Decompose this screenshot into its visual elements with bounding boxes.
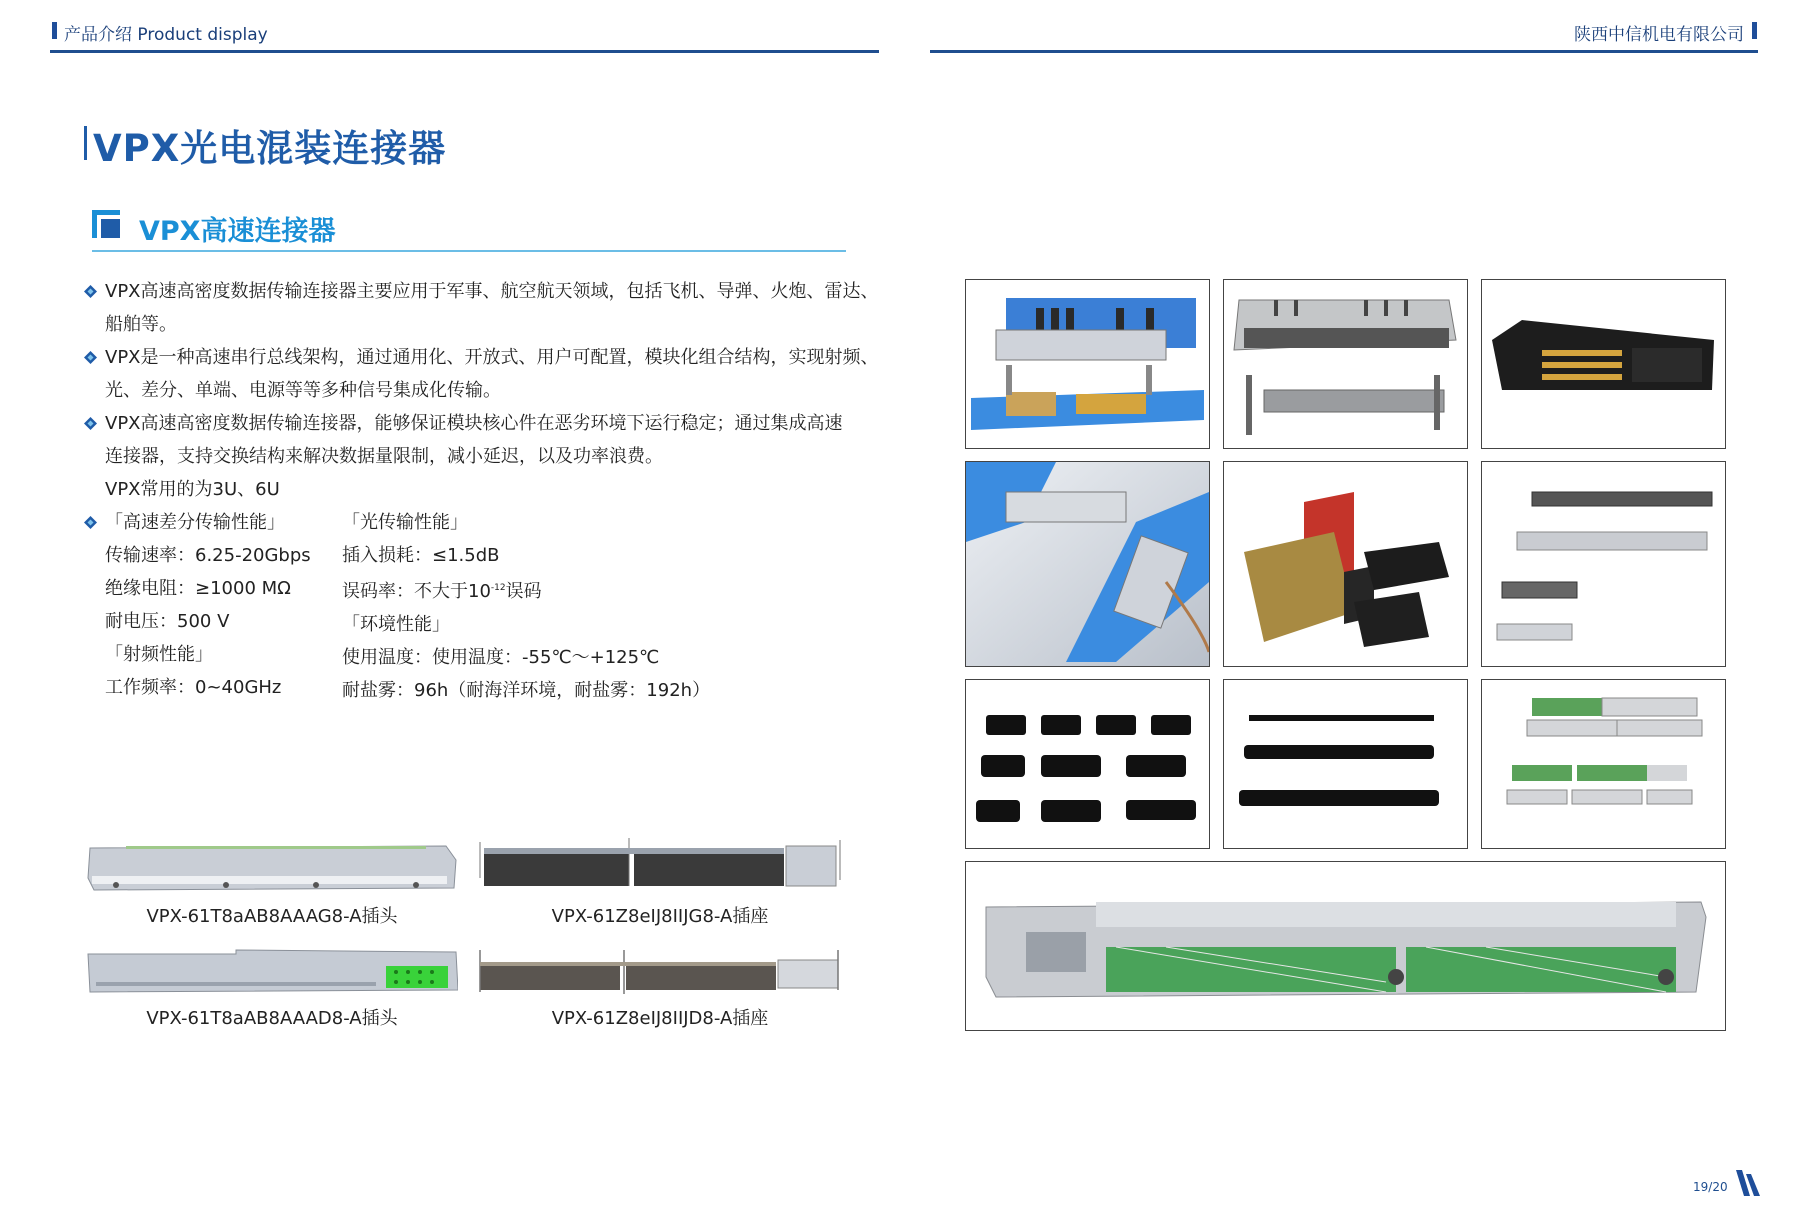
spec-line: 「光传输性能」 — [342, 512, 468, 533]
diamond-bullet-icon — [84, 516, 97, 529]
spec-line-ber: 误码率：不大于$10^{-12}$误码 — [342, 581, 542, 602]
section-rule — [92, 250, 846, 252]
product-caption: VPX-61T8aAB8AAAD8-A插头 — [146, 1008, 398, 1029]
bullet-item — [84, 341, 879, 407]
header-right-rule — [930, 50, 1758, 53]
photo-connector-black-gold — [1481, 279, 1726, 449]
bullet-line: VPX是一种高速串行总线架构，通过通用化、开放式、用户可配置，模块化组合结构，实现射频、 — [105, 347, 879, 368]
page-title: VPX光电混装连接器 — [93, 127, 447, 170]
bullet-item — [84, 275, 879, 341]
photo-black-parts — [965, 679, 1210, 849]
section-icon — [92, 210, 120, 238]
spec-column-left — [105, 506, 311, 704]
header-left-rule — [50, 50, 879, 53]
product-caption: VPX-61Z8eIJ8IIJG8-A插座 — [551, 906, 769, 927]
section-title: VPX高速连接器 — [139, 216, 336, 247]
spec-line: 「环境性能」 — [342, 614, 450, 635]
note-text: VPX常用的为3U、6U — [105, 479, 280, 500]
spec-line: 使用温度：使用温度：-55℃～+125℃ — [342, 647, 660, 668]
bullet-line: 连接器，支持交换结构来解决数据量限制，减小延迟，以及功率浪费。 — [105, 446, 663, 467]
photo-connector-blue-bracket — [965, 461, 1210, 667]
product-image-plug-g8 — [86, 838, 458, 896]
photo-connector-grey-pair — [1223, 279, 1468, 449]
photo-connector-grey-strips — [1481, 461, 1726, 667]
bullet-line: VPX高速高密度数据传输连接器主要应用于军事、航空航天领域，包括飞机、导弹、火炮、雷达、 — [105, 281, 879, 302]
photo-green-pcb-connectors — [1481, 679, 1726, 849]
spec-line: 耐电压：500 V — [105, 611, 230, 632]
header-left-bar — [52, 22, 57, 39]
bullet-line: 船舶等。 — [105, 314, 177, 335]
photo-connector-blue-rf — [965, 279, 1210, 449]
bullet-item — [84, 407, 844, 473]
product-image-socket-d8 — [474, 948, 846, 998]
header-company-name: 陕西中信机电有限公司 — [1574, 25, 1744, 45]
product-caption: VPX-61T8aAB8AAAG8-A插头 — [146, 906, 398, 927]
spec-line: 工作频率：0~40GHz — [105, 677, 282, 698]
product-image-socket-g8 — [474, 838, 846, 896]
title-bar — [84, 126, 87, 160]
diamond-bullet-icon — [84, 285, 97, 298]
spec-line: 传输速率：6.25-20Gbps — [105, 545, 311, 566]
diamond-bullet-icon — [84, 417, 97, 430]
product-caption: VPX-61Z8eIJ8IIJD8-A插座 — [551, 1008, 769, 1029]
product-image-plug-d8 — [86, 948, 458, 998]
brand-logo-icon — [1736, 1170, 1760, 1196]
spec-column-right — [342, 506, 710, 707]
spec-line: 耐盐雾：96h（耐海洋环境，耐盐雾：192h） — [342, 680, 711, 701]
photo-connector-large-green — [965, 861, 1726, 1031]
bullet-line: VPX高速高密度数据传输连接器，能够保证模块核心件在恶劣环境下运行稳定；通过集成高速 — [105, 413, 843, 434]
diamond-bullet-icon — [84, 351, 97, 364]
spec-line: 「高速差分传输性能」 — [105, 512, 285, 533]
bullet-line: 光、差分、单端、电源等等多种信号集成化传输。 — [105, 380, 501, 401]
header-left-text: 产品介绍 Product display — [64, 25, 268, 45]
header-right-bar — [1752, 22, 1757, 39]
ber-exponent: -12 — [490, 583, 506, 593]
page-number: 19/20 — [1693, 1180, 1728, 1194]
photo-black-rails — [1223, 679, 1468, 849]
spec-line: 「射频性能」 — [105, 644, 213, 665]
photo-connector-wafer-stack — [1223, 461, 1468, 667]
spec-line: 绝缘电阻：≥1000 MΩ — [105, 578, 291, 599]
spec-line: 插入损耗：≤1.5dB — [342, 545, 500, 566]
